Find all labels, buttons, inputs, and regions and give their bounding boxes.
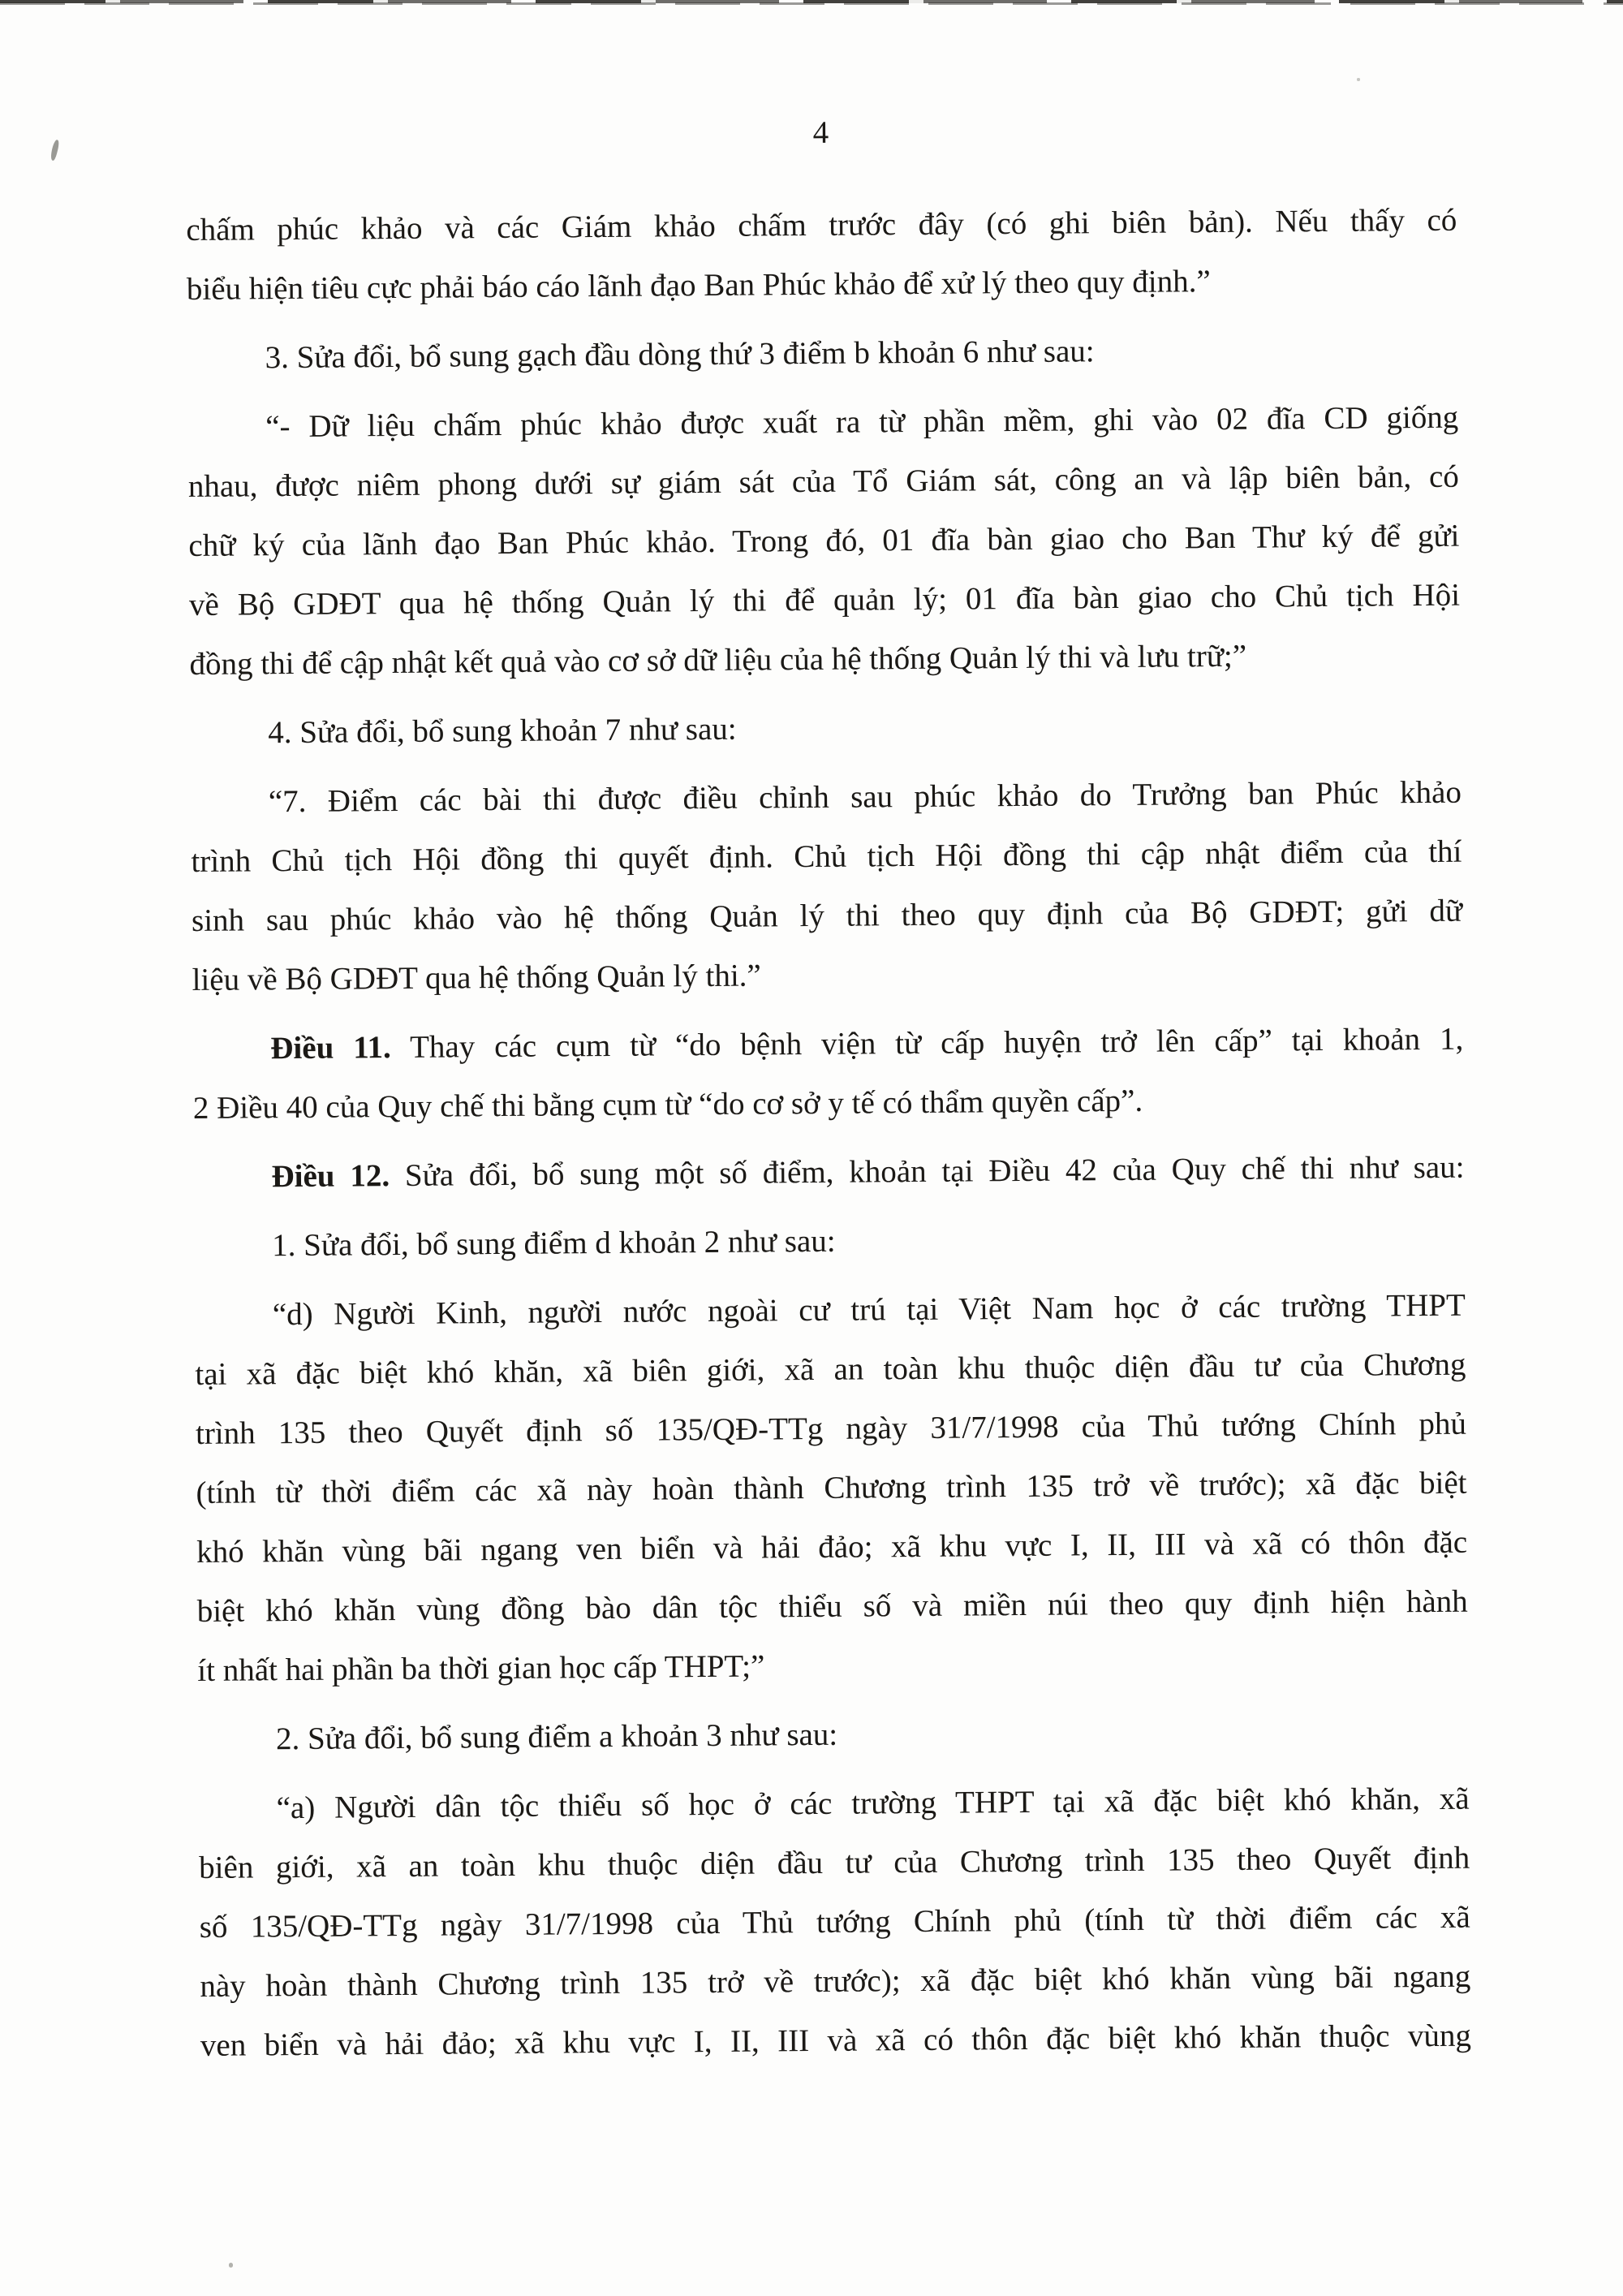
text-line: [190, 694, 1462, 763]
paragraph: [186, 191, 1457, 319]
text-line: [200, 2006, 1472, 2075]
text-line: [191, 763, 1462, 832]
paragraph: [195, 1276, 1469, 1700]
text-line: [195, 1335, 1466, 1404]
text-run: “a) Người dân tộc thiểu số học ở các trường THPT tại xã đặc biệt khó khăn, xã: [276, 1781, 1470, 1826]
paragraph: [187, 319, 1458, 388]
text-line: [196, 1394, 1467, 1463]
text-line: [196, 1513, 1468, 1582]
scanner-edge-artifact: [0, 0, 1623, 8]
text-line: [192, 881, 1463, 950]
text-run: biệt khó khăn vùng đồng bào dân tộc thiểu số và miền núi theo quy định hiện hành: [196, 1583, 1468, 1629]
bold-run: Điều 11.: [270, 1030, 392, 1066]
text-line: [192, 941, 1463, 1010]
text-run: về Bộ GDĐT qua hệ thống Quản lý thi để quản lý; 01 đĩa bàn giao cho Chủ tịch Hội: [188, 577, 1461, 623]
text-run: “7. Điểm các bài thi được điều chỉnh sau phúc khảo do Trưởng ban Phúc khảo: [268, 774, 1462, 820]
text-run: ít nhất hai phần ba thời gian học cấp THPT;”: [197, 1648, 765, 1688]
scan-speck: [229, 2263, 233, 2268]
text-line: [189, 625, 1461, 694]
text-run: đồng thi để cập nhật kết quả vào cơ sở dữ liệu của hệ thống Quản lý thi và lưu trữ;”: [189, 638, 1247, 683]
text-line: [193, 1138, 1465, 1207]
paragraph: [198, 1769, 1471, 2075]
text-run: (tính từ thời điểm các xã này hoàn thành Chương trình 135 trở về trước); xã đặc biệt: [196, 1465, 1467, 1510]
text-line: [191, 822, 1462, 891]
paragraph: [190, 694, 1462, 763]
paragraph: [198, 1700, 1470, 1769]
text-run: sinh sau phúc khảo vào hệ thống Quản lý thi theo quy định của Bộ GDĐT; gửi dữ: [191, 893, 1463, 939]
text-run: “d) Người Kinh, người nước ngoài cư trú tại Việt Nam học ở các trường THPT: [272, 1287, 1466, 1333]
text-line: [200, 1947, 1471, 2016]
text-run: 4. Sửa đổi, bổ sung khoản 7 như sau:: [268, 711, 737, 751]
text-run: “- Dữ liệu chấm phúc khảo được xuất ra từ phần mềm, ghi vào 02 đĩa CD giống: [265, 399, 1459, 445]
scan-speck: [1357, 78, 1360, 81]
text-line: [193, 1069, 1465, 1138]
paragraph: [192, 1010, 1464, 1138]
text-run: số 135/QĐ-TTg ngày 31/7/1998 của Thủ tướng Chính phủ (tính từ thời điểm các xã: [199, 1899, 1470, 1945]
text-line: [186, 191, 1457, 260]
paragraph: [194, 1207, 1466, 1276]
text-line: [199, 1829, 1470, 1898]
text-run: trình Chủ tịch Hội đồng thi quyết định. Chủ tịch Hội đồng thi cập nhật điểm của thí: [191, 834, 1462, 880]
text-line: [188, 447, 1460, 516]
text-run: Sửa đổi, bổ sung một số điểm, khoản tại Điều 42 của Quy chế thi như sau:: [389, 1149, 1465, 1194]
bold-run: Điều 12.: [271, 1158, 390, 1195]
text-run: khó khăn vùng bãi ngang ven biển và hải đảo; xã khu vực I, II, III và xã có thôn đặc: [196, 1524, 1468, 1570]
paragraph: [193, 1138, 1465, 1207]
document-body: [186, 191, 1471, 2075]
text-run: ven biển và hải đảo; xã khu vực I, II, III và xã có thôn đặc biệt khó khăn thuộc vùng: [200, 2018, 1472, 2063]
text-run: liệu về Bộ GDĐT qua hệ thống Quản lý thi.”: [192, 958, 761, 998]
text-run: này hoàn thành Chương trình 135 trở về trước); xã đặc biệt khó khăn vùng bãi ngang: [200, 1958, 1471, 2004]
text-line: [187, 388, 1459, 457]
text-run: Thay các cụm từ “do bệnh viện từ cấp huyện trở lên cấp” tại khoản 1,: [390, 1021, 1464, 1066]
text-run: tại xã đặc biệt khó khăn, xã biên giới, xã an toàn khu thuộc diện đầu tư của Chương: [195, 1346, 1466, 1392]
text-line: [200, 1888, 1471, 1957]
text-line: [195, 1276, 1466, 1345]
text-line: [187, 319, 1458, 388]
text-run: biên giới, xã an toàn khu thuộc diện đầu tư của Chương trình 135 theo Quyết định: [199, 1840, 1470, 1885]
text-line: [198, 1769, 1470, 1838]
text-line: [188, 506, 1460, 575]
text-line: [196, 1454, 1467, 1523]
text-run: 2 Điều 40 của Quy chế thi bằng cụm từ “do cơ sở y tế có thẩm quyền cấp”.: [192, 1083, 1143, 1126]
text-line: [196, 1572, 1468, 1641]
text-run: biểu hiện tiêu cực phải báo cáo lãnh đạo Ban Phúc khảo để xử lý theo quy định.”: [186, 264, 1211, 308]
text-line: [192, 1010, 1464, 1079]
text-line: [198, 1700, 1470, 1769]
text-line: [189, 566, 1461, 635]
text-run: trình 135 theo Quyết định số 135/QĐ-TTg ngày 31/7/1998 của Thủ tướng Chính phủ: [195, 1406, 1467, 1451]
text-line: [187, 250, 1458, 319]
text-run: 2. Sửa đổi, bổ sung điểm a khoản 3 như sau:: [275, 1717, 838, 1757]
paragraph: [191, 763, 1463, 1010]
scan-speck: [50, 140, 60, 162]
text-line: [194, 1207, 1466, 1276]
text-line: [197, 1631, 1469, 1700]
paragraph: [187, 388, 1461, 694]
page-content: [185, 98, 1471, 2085]
page-number: 4: [812, 114, 829, 150]
text-run: chấm phúc khảo và các Giám khảo chấm trước đây (có ghi biên bản). Nếu thấy có: [186, 202, 1457, 248]
text-run: 3. Sửa đổi, bổ sung gạch đầu dòng thứ 3 điểm b khoản 6 như sau:: [265, 334, 1095, 376]
text-run: 1. Sửa đổi, bổ sung điểm d khoản 2 như sau:: [272, 1223, 836, 1264]
text-run: chữ ký của lãnh đạo Ban Phúc khảo. Trong đó, 01 đĩa bàn giao cho Ban Thư ký để gửi: [188, 518, 1460, 564]
text-run: nhau, được niêm phong dưới sự giám sát của Tổ Giám sát, công an và lập biên bản, có: [187, 459, 1459, 505]
